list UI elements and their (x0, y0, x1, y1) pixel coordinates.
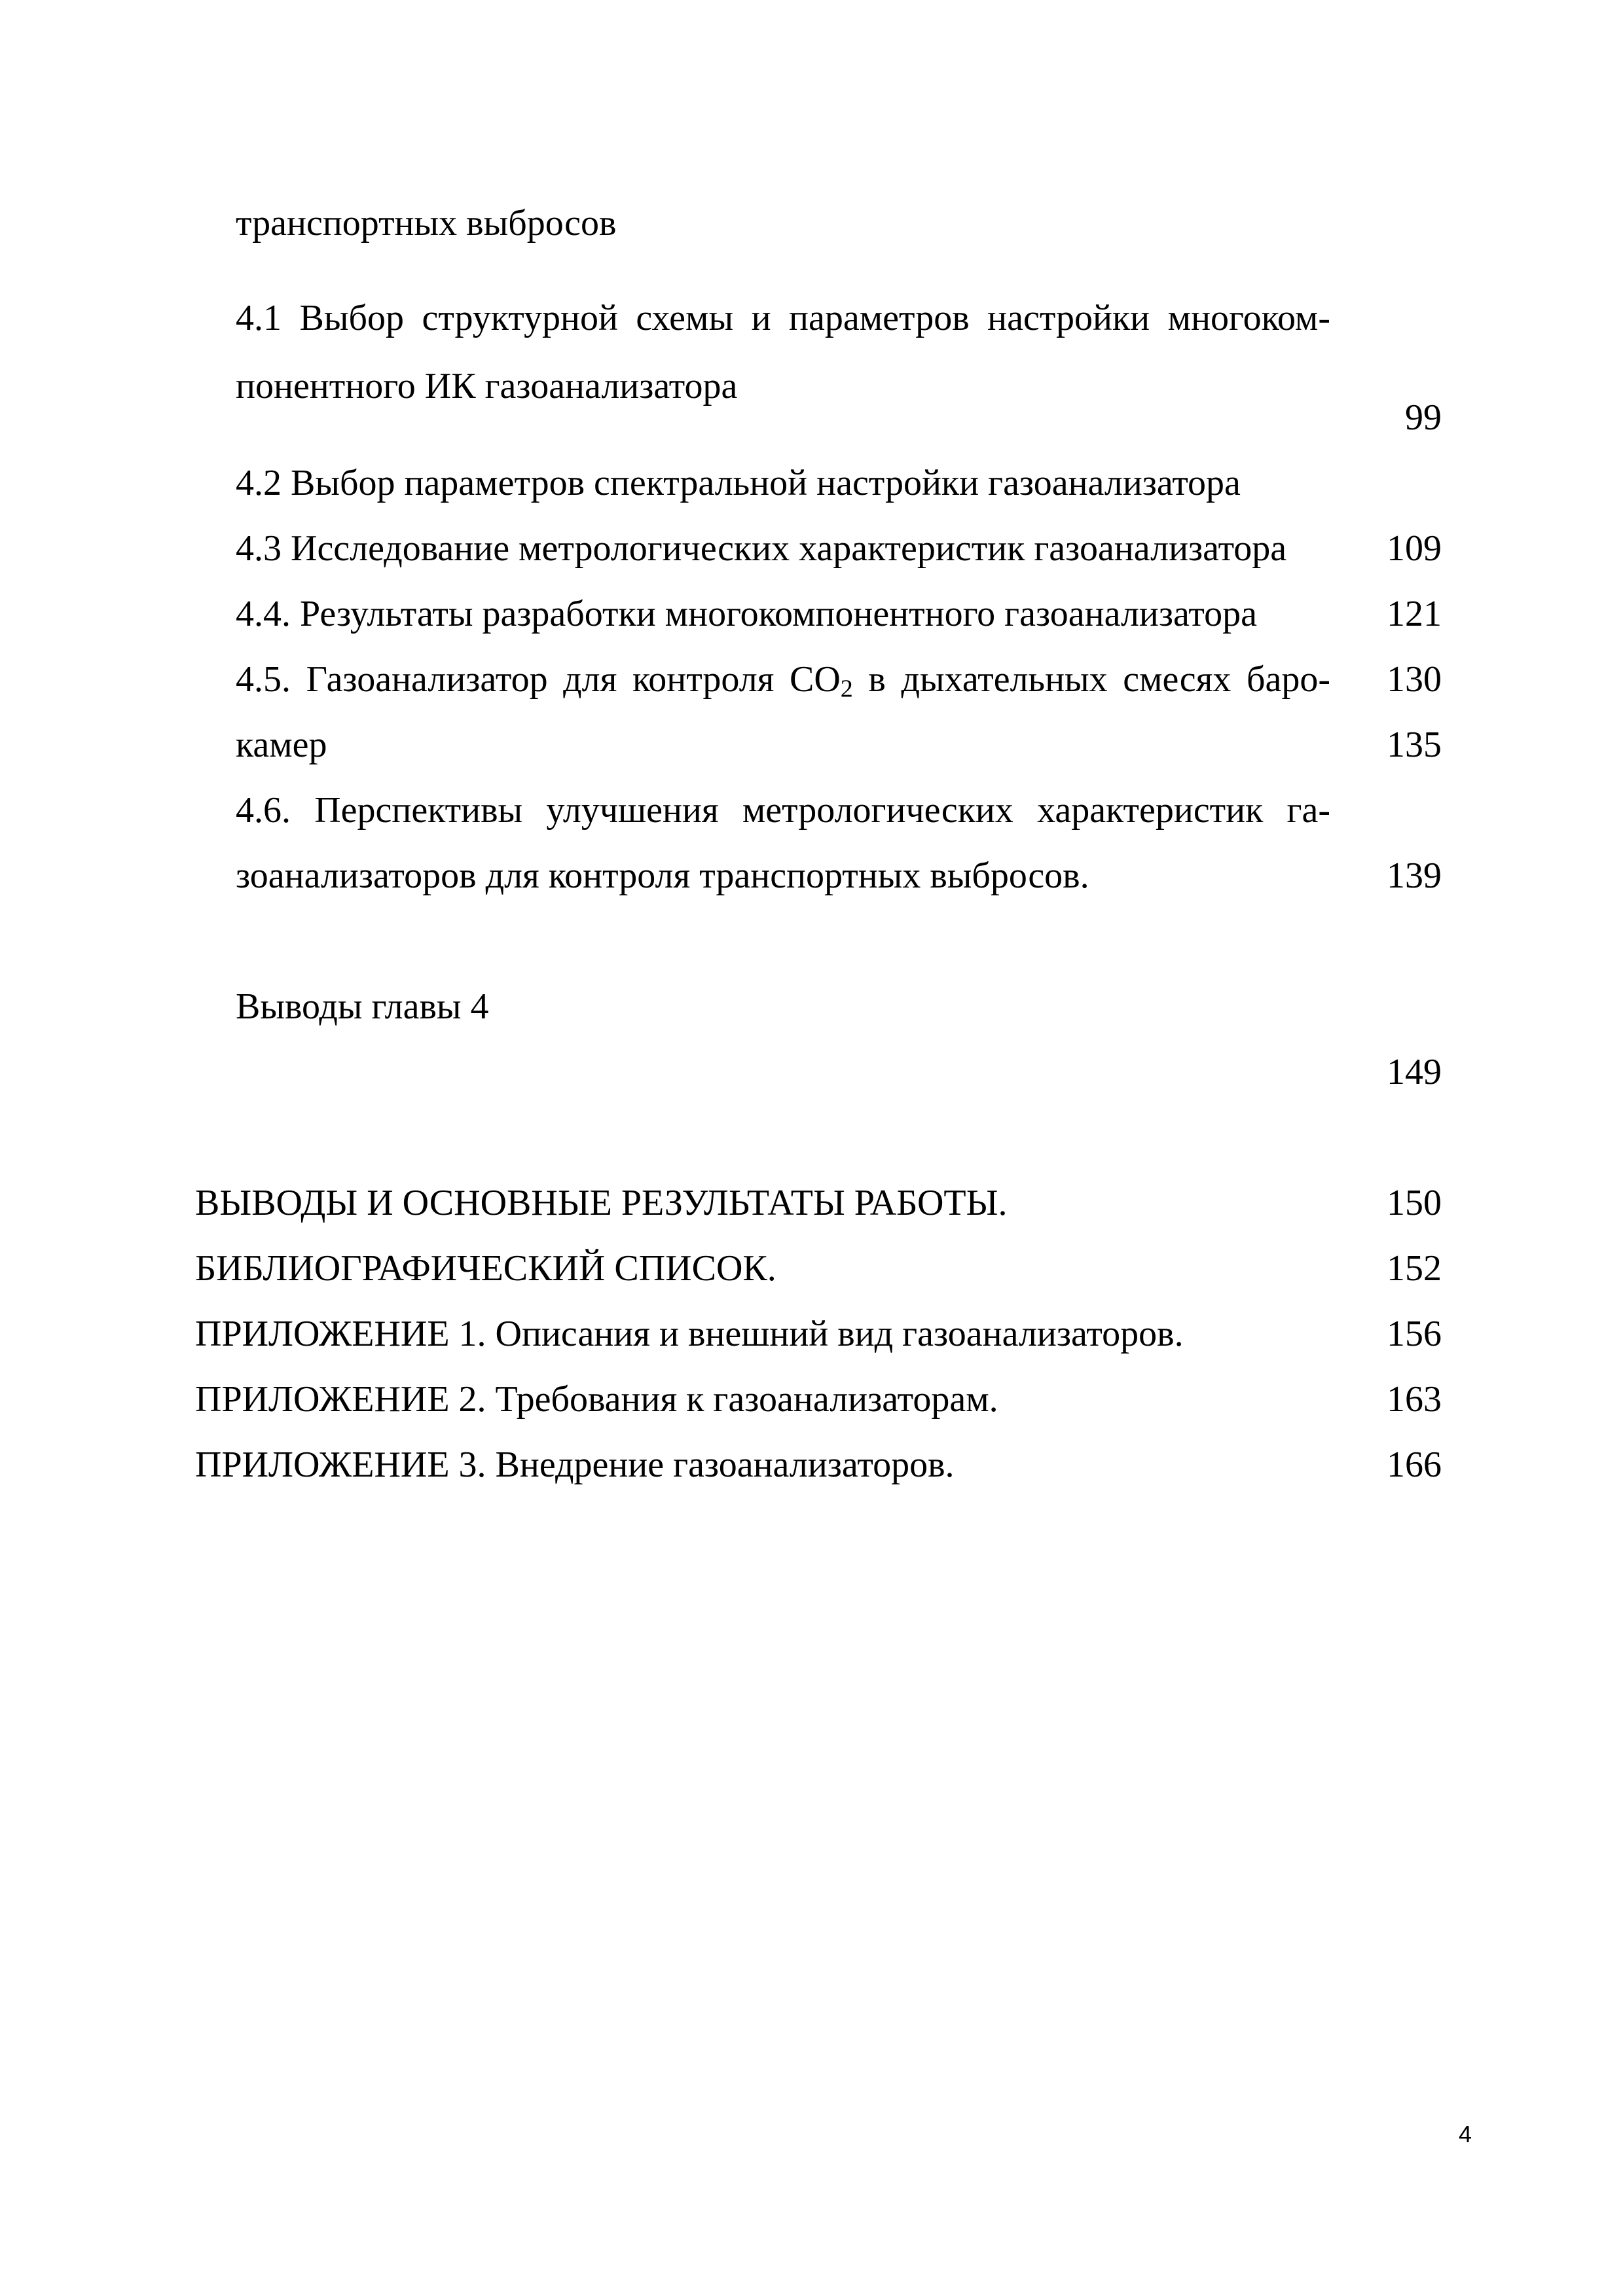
toc-entry-appendix-1: ПРИЛОЖЕНИЕ 1. Описания и внешний вид газоанализаторов. (195, 1314, 1184, 1354)
co2-subscript: 2 (840, 675, 853, 703)
toc-entry-4-5-text-a: 4.5. Газоанализатор для контроля СО (236, 659, 841, 700)
toc-entry-results: ВЫВОДЫ И ОСНОВНЫЕ РЕЗУЛЬТАТЫ РАБОТЫ. (195, 1183, 1008, 1223)
toc-entry-4-3: 4.3 Исследование метрологических характеристик газоанализатора (236, 528, 1287, 569)
toc-entry-4-6-line2: зоанализаторов для контроля транспортных выбросов. (236, 855, 1089, 896)
toc-entry-bibliography: БИБЛИОГРАФИЧЕСКИЙ СПИСОК. (195, 1248, 776, 1289)
toc-page-4-6: 139 (1387, 855, 1442, 896)
toc-entry-appendix-2: ПРИЛОЖЕНИЕ 2. Требования к газоанализаторам. (195, 1379, 998, 1420)
toc-page-appendix-2: 163 (1387, 1379, 1442, 1420)
toc-page-bibliography: 152 (1387, 1248, 1442, 1289)
toc-page-ch4-conclusions: 149 (1387, 1052, 1442, 1092)
toc-entry-appendix-3: ПРИЛОЖЕНИЕ 3. Внедрение газоанализаторов. (195, 1444, 955, 1485)
toc-entry-4-4: 4.4. Результаты разработки многокомпонентного газоанализатора (236, 594, 1257, 634)
toc-page-results: 150 (1387, 1183, 1442, 1223)
toc-entry-4-2: 4.2 Выбор параметров спектральной настройки газоанализатора (236, 463, 1241, 503)
toc-entry-4-1-line2: понентного ИК газоанализатора (236, 366, 738, 406)
toc-page-appendix-3: 166 (1387, 1444, 1442, 1485)
toc-entry-4-6-line1: 4.6. Перспективы улучшения метрологических характеристик га- (236, 790, 1330, 831)
toc-page-4-1: 99 (1405, 397, 1442, 438)
toc-entry-4-1-line1: 4.1 Выбор структурной схемы и параметров настройки многоком- (236, 298, 1330, 338)
toc-page-4-5b: 135 (1387, 725, 1442, 765)
toc-entry-ch4-conclusions: Выводы главы 4 (236, 986, 489, 1027)
page-number: 4 (1459, 2121, 1472, 2147)
toc-page-4-3: 109 (1387, 528, 1442, 569)
toc-entry-4-5-line2: камер (236, 725, 327, 765)
toc-entry-4-5-text-b: в дыхательных смесях баро- (852, 659, 1330, 700)
toc-continued-heading: транспортных выбросов (236, 203, 617, 243)
toc-page-4-5a: 130 (1387, 659, 1442, 700)
toc-page-4-4: 121 (1387, 594, 1442, 634)
toc-page-appendix-1: 156 (1387, 1314, 1442, 1354)
toc-entry-4-5-line1 (236, 659, 1330, 703)
